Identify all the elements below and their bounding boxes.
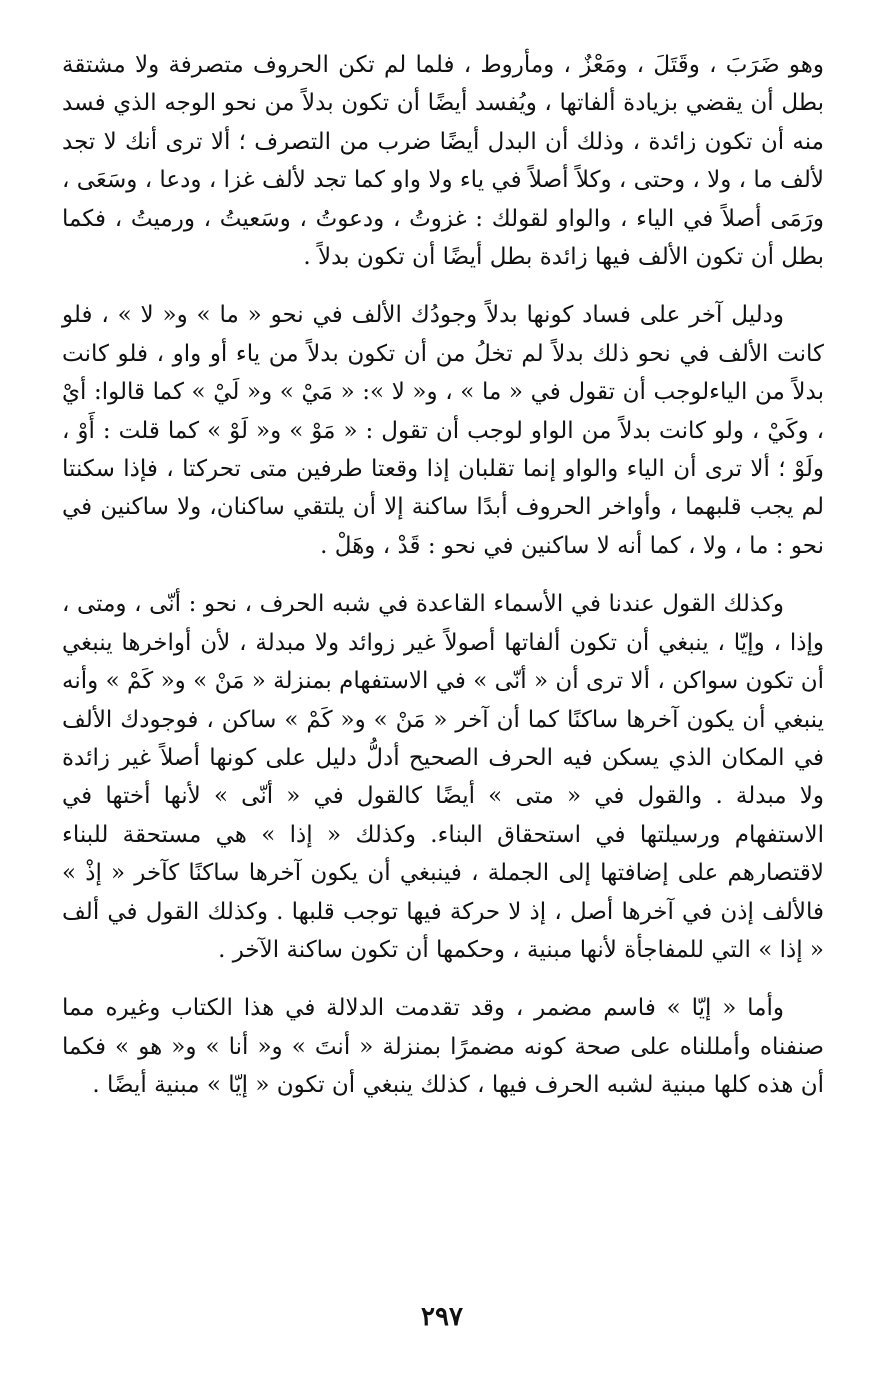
book-page	[62, 46, 824, 1326]
page-number: ٢٩٧	[421, 1302, 463, 1332]
paragraph-4: وأما « إيّا » فاسم مضمر ، وقد تقدمت الدلالة في هذا الكتاب وغيره مما صنفناه وأمللناه على صحة كونه مضمرًا بمنزلة « أنتَ » و« أنا » و« هو » فكما أن هذه كلها مبنية لشبه الحرف فيها ، كذلك ينبغي أن تكون « إيّا » مبنية أيضًا .	[62, 995, 824, 1099]
paragraph-3: وكذلك القول عندنا في الأسماء القاعدة في شبه الحرف ، نحو : أنّى ، ومتى ، وإذا ، وإيّا ، ينبغي أن تكون ألفاتها أصولاً غير زوائد ولا مبدلة ، لأن أواخرها ينبغي أن تكون سواكن ، ألا ترى أن « أنّى » في الاستفهام بمنزلة « مَنْ » و« كَمْ » وأنه ينبغي أن يكون آخرها ساكنًا كما أن آخر « مَنْ » و« كَمْ » ساكن ، فوجودك الألف في المكان الذي يسكن فيه الحرف الصحيح أدلُّ دليل على كونها أصلاً غير زائدة ولا مبدلة . والقول في « متى » أيضًا كالقول في « أنّى » لأنها أختها في الاستفهام ورسيلتها في استحقاق البناء. وكذلك « إذا » هي مستحقة للبناء لاقتصارهم على إضافتها إلى الجملة ، فينبغي أن يكون آخرها ساكنًا كآخر « إذْ » فالألف إذن في آخرها أصل ، إذ لا حركة فيها توجب قلبها . وكذلك القول في ألف « إذا » التي للمفاجأة لأنها مبنية ، وحكمها أن تكون ساكنة الآخر .	[62, 591, 824, 963]
paragraph-1: وهو ضَرَبَ ، وقَتَلَ ، ومَعْزٌ ، ومأروط ، فلما لم تكن الحروف متصرفة ولا مشتقة بطل أن يقضي بزيادة ألفاتها ، ويُفسد أيضًا أن تكون بدلاً من نحو الوجه الذي فسد منه أن تكون زائدة ، وذلك أن البدل أيضًا ضرب من التصرف ؛ ألا ترى أنك لا تجد لألف ما ، ولا ، وحتى ، وكلاً أصلاً في ياء ولا واو كما تجد لألف غزا ، ودعا ، وسَعَى ، ورَمَى أصلاً في الياء ، والواو لقولك : غزوتُ ، ودعوتُ ، وسَعيتُ ، ورميتُ ، فكما بطل أن تكون الألف فيها زائدة بطل أيضًا أن تكون بدلاً .	[62, 52, 824, 271]
paragraph-2: ودليل آخر على فساد كونها بدلاً وجودُك الألف في نحو « ما » و« لا » ، فلو كانت الألف في نحو ذلك بدلاً لم تخلُ من أن تكون بدلاً من ياء أو واو ، فلو كانت بدلاً من الياءلوجب أن تقول في « ما » ، و« لا »: « مَيْ » و« لَيْ » كما قالوا: أيْ ، وكَيْ ، ولو كانت بدلاً من الواو لوجب أن تقول : « مَوْ » و« لَوْ » كما قلت : أَوْ ، ولَوْ ؛ ألا ترى أن الياء والواو إنما تقلبان إذا وقعتا طرفين متى تحركتا ، فإذا سكنتا لم يجب قلبهما ، وأواخر الحروف أبدًا ساكنة إلا أن يلتقي ساكنان، ولا ساكنين في نحو : ما ، ولا ، كما أنه لا ساكنين في نحو : قَدْ ، وهَلْ .	[62, 302, 824, 559]
